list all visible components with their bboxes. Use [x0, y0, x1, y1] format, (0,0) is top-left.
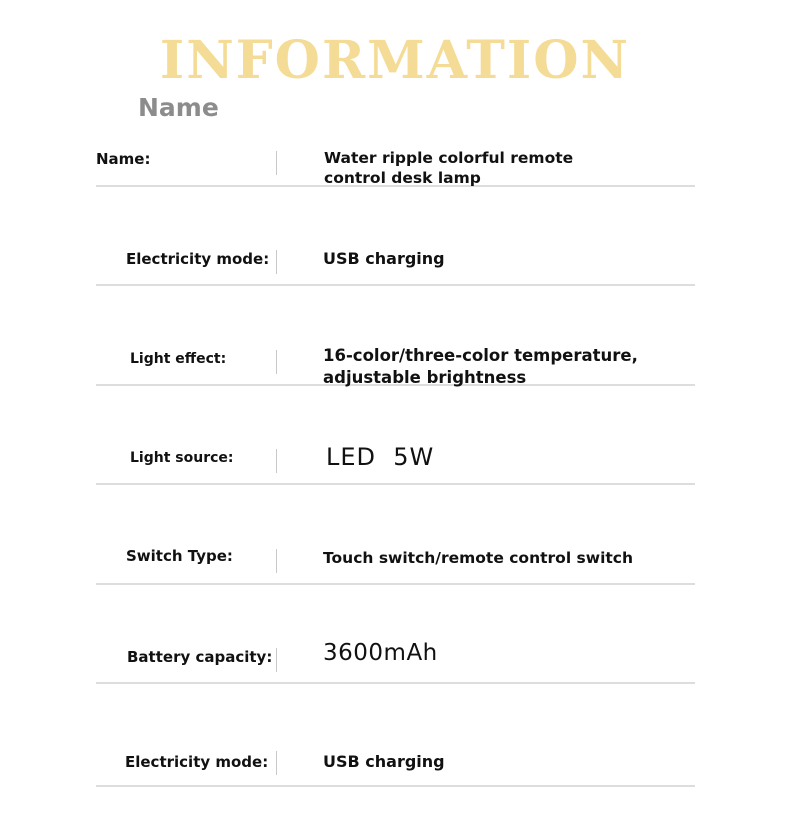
spec-value: LED 5W [326, 443, 435, 471]
spec-divider [276, 648, 277, 672]
spec-row-name [96, 87, 695, 187]
spec-value: Touch switch/remote control switch [323, 549, 634, 567]
spec-divider [276, 549, 277, 573]
spec-value: Water ripple colorful remote control desk lamp [324, 149, 574, 187]
spec-value: 16-color/three-color temperature, adjustable brightness [323, 346, 638, 387]
spec-label: Electricity mode: [126, 250, 270, 268]
spec-divider [276, 250, 277, 274]
spec-value: USB charging [323, 752, 445, 771]
spec-row-electricity-mode-2 [96, 687, 695, 787]
spec-row-light-source [96, 385, 695, 485]
spec-divider [276, 151, 277, 175]
spec-value: USB charging [323, 249, 445, 268]
page-title: INFORMATION [159, 30, 631, 91]
spec-row-switch-type [96, 485, 695, 585]
spec-label: Switch Type: [126, 547, 233, 565]
spec-divider [276, 449, 277, 473]
spec-label: Name: [96, 150, 151, 168]
section-subtitle: Name [138, 93, 219, 122]
spec-label: Electricity mode: [125, 753, 269, 771]
spec-label: Battery capacity: [127, 648, 273, 666]
spec-row-electricity-mode [96, 186, 695, 286]
spec-row-light-effect [96, 286, 695, 386]
spec-row-battery-capacity [96, 584, 695, 684]
spec-divider [276, 751, 277, 775]
spec-divider [276, 350, 277, 374]
spec-label: Light source: [130, 450, 234, 466]
spec-value: 3600mAh [323, 640, 438, 666]
spec-label: Light effect: [130, 351, 227, 367]
